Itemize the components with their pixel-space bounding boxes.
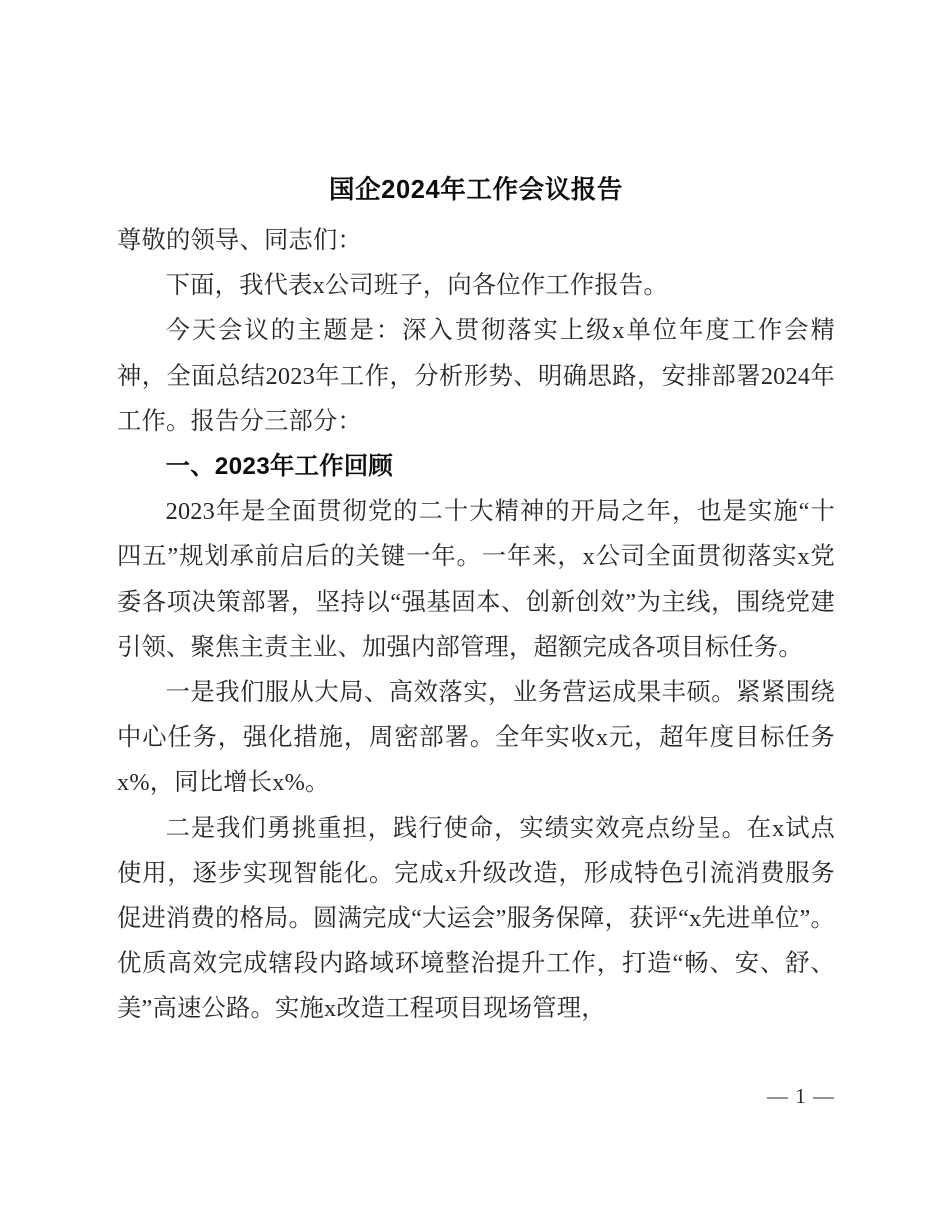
intro-paragraph-1: 下面，我代表x公司班子，向各位作工作报告。 [165,272,668,300]
intro-paragraph-2: 今天会议的主题是：深入贯彻落实上级x单位年度工作会精神，全面总结2023年工作，分析形势、明确思路，安排部署2024年工作。报告分三部分： [117,317,835,435]
section-heading-one: 一、2023年工作回顾 [165,453,394,481]
document-body [117,168,835,1032]
page-title: 国企2024年工作会议报告 [328,176,624,204]
page-number-footer: — 1 — [767,1084,835,1108]
section-paragraph-2: 一是我们服从大局、高效落实，业务营运成果丰硕。紧紧围绕中心任务，强化措施，周密部署。全年实收x元，超年度目标任务x%，同比增长x%。 [117,679,835,797]
salutation-line: 尊敬的领导、同志们： [117,227,362,254]
section-paragraph-3: 二是我们勇挑重担，践行使命，实绩实效亮点纷呈。在x试点使用，逐步实现智能化。完成x升级改造，形成特色引流消费服务促进消费的格局。圆满完成“大运会”服务保障，获评“x先进单位”。优质高效完成辖段内路域环境整治提升工作，打造“畅、安、舒、美”高速公路。实施x改造工程项目现场管理， [117,814,835,1023]
section-paragraph-1: 2023年是全面贯彻党的二十大精神的开局之年，也是实施“十四五”规划承前启后的关键一年。一年来，x公司全面贯彻落实x党委各项决策部署，坚持以“强基固本、创新创效”为主线，围绕党建引领、聚焦主责主业、加强内部管理，超额完成各项目标任务。 [117,498,835,661]
